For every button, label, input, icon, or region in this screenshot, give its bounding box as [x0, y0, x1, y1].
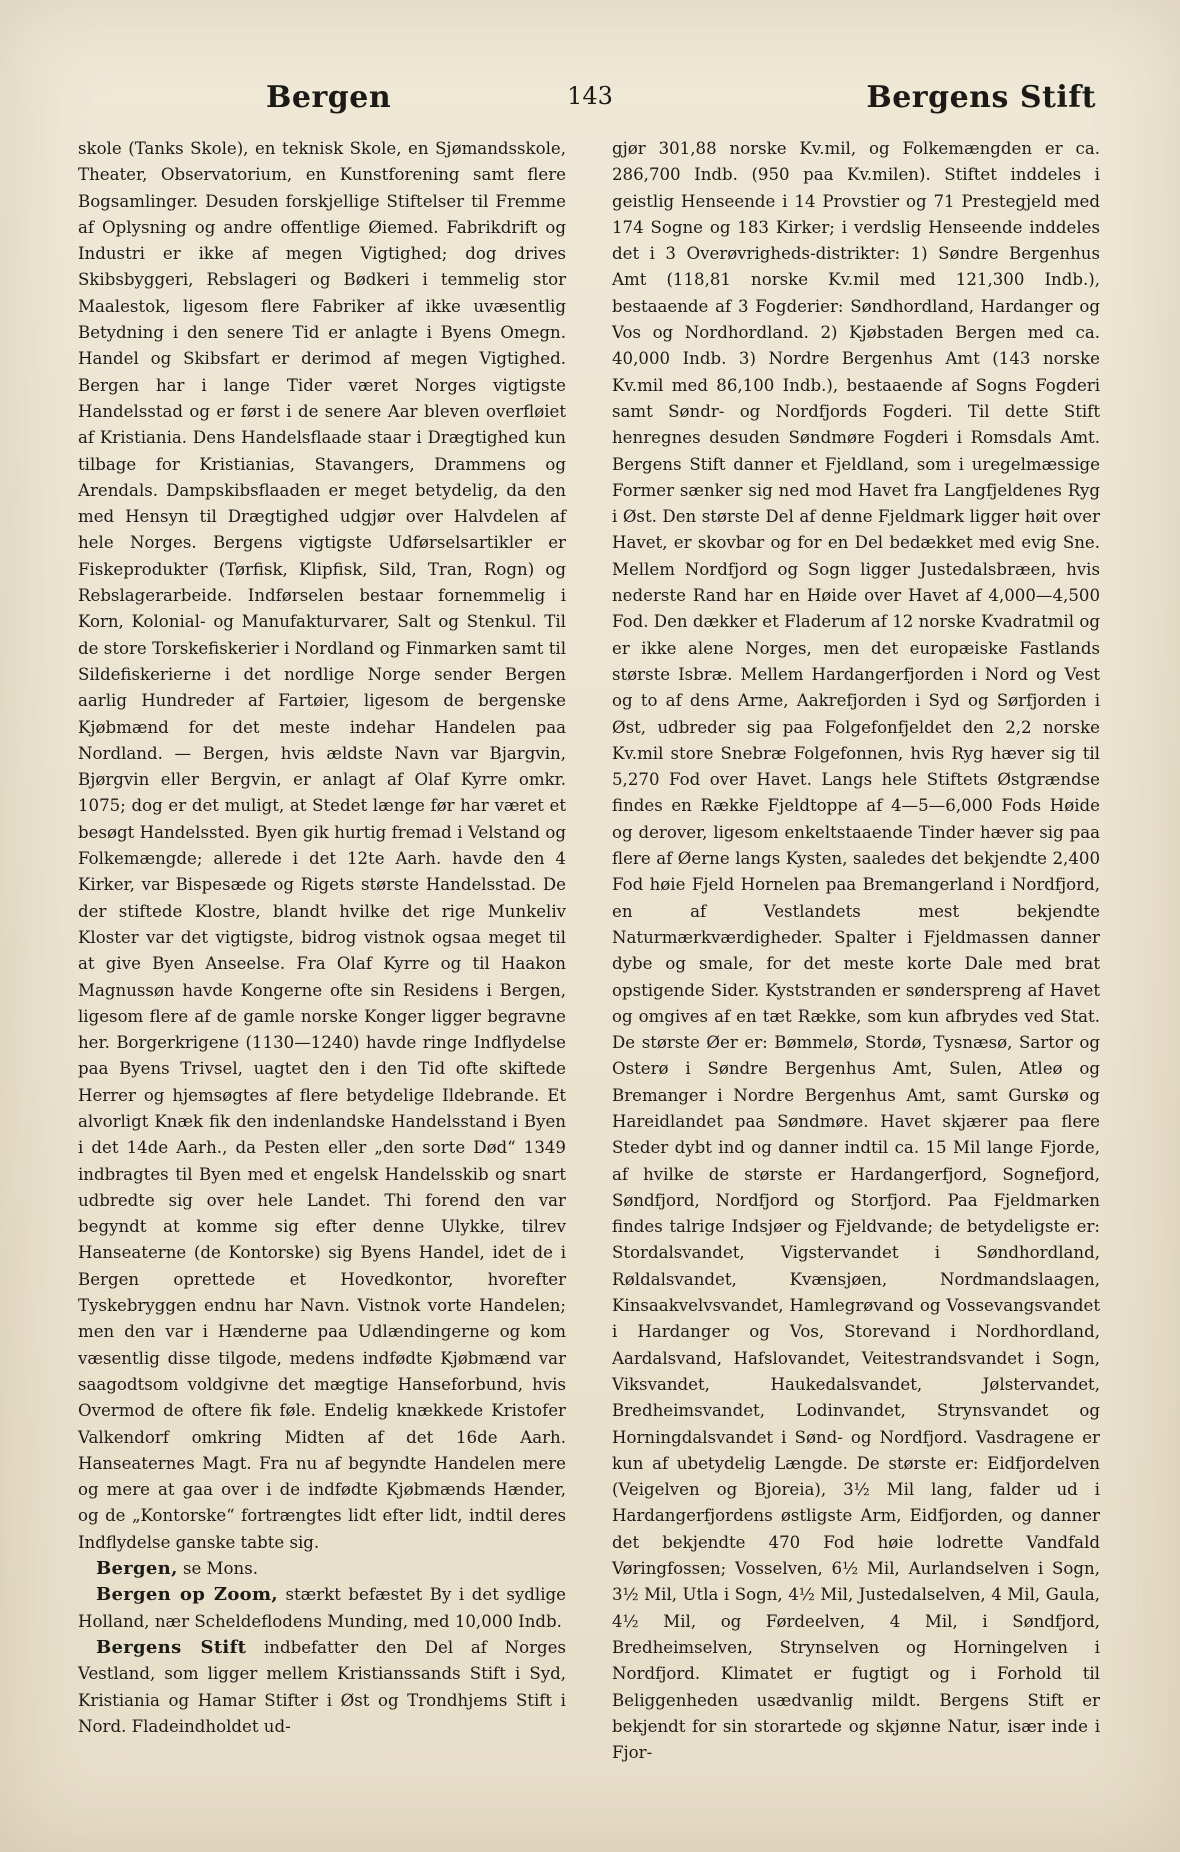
text-columns — [78, 136, 1100, 1766]
entry-bergen-op-zoom — [78, 1582, 566, 1635]
entry-text: se Mons. — [182, 1559, 259, 1579]
page-number: 143 — [567, 82, 613, 110]
header-left-title: Bergen — [266, 80, 392, 115]
entry-headword: Bergens Stift — [96, 1636, 247, 1658]
entry-headword: Bergen, — [96, 1558, 178, 1580]
entry-bergen-mons — [78, 1556, 566, 1582]
entry-headword: Bergen op Zoom, — [96, 1584, 278, 1606]
entry-text: indbefatter den Del af Norges Vestland, som ligger mellem Kristianssands Stift i Syd, Kristiania og Hamar Stifter i Øst og Trondhjems Stift i Nord. Fladeindholdet ud- — [78, 1637, 566, 1736]
right-column — [612, 136, 1100, 1766]
entry-bergens-stift — [78, 1635, 566, 1740]
left-column — [78, 136, 566, 1766]
bergens-stift-continuation: gjør 301,88 norske Kv.mil, og Folkemængden er ca. 286,700 Indb. (950 paa Kv.milen). Stiftet inddeles i geistlig Henseende i 14 Provstier og 71 Prestegjeld med 174 Sogne og 183 Kirker; i verdslig Henseende inddeles det i 3 Overøvrigheds-distrikter: 1) Søndre Bergenhus Amt (118,81 norske Kv.mil med 121,300 Indb.), bestaaende af 3 Fogderier: Søndhordland, Hardanger og Vos og Nordhordland. 2) Kjøbstaden Bergen med ca. 40,000 Indb. 3) Nordre Bergenhus Amt (143 norske Kv.mil med 86,100 Indb.), bestaaende af Sogns Fogderi samt Søndr- og Nordfjords Fogderi. Til dette Stift henregnes desuden Søndmøre Fogderi i Romsdals Amt. Bergens Stift danner et Fjeldland, som i uregelmæssige Former sænker sig ned mod Havet fra Langfjeldenes Ryg i Øst. Den største Del af denne Fjeldmark ligger høit over Havet, er skovbar og for en Del bedækket med evig Sne. Mellem Nordfjord og Sogn ligger Justedalsbræen, hvis nederste Rand har en Høide over Havet af 4,000—4,500 Fod. Den dækker et Fladerum af 12 norske Kvadratmil og er ikke alene Norges, men det europæiske Fastlands største Isbræ. Mellem Hardangerfjorden i Nord og Vest og to af dens Arme, Aakrefjorden i Syd og Sørfjorden i Øst, udbreder sig paa Folgefonfjeldet den 2,2 norske Kv.mil store Snebræ Folgefonnen, hvis Ryg hæver sig til 5,270 Fod over Havet. Langs hele Stiftets Østgrændse findes en Række Fjeldtoppe af 4—5—6,000 Fods Høide og derover, ligesom enkeltstaaende Tinder hæver sig paa flere af Øerne langs Kysten, saaledes det bekjendte 2,400 Fod høie Fjeld Hornelen paa Bremangerland i Nordfjord, en af Vestlandets mest bekjendte Naturmærkværdigheder. Spalter i Fjeldmassen danner dybe og smale, for det meste korte Dale med brat opstigende Sider. Kyststranden er sønderspreng af Havet og omgives af en tæt Række, som kun afbrydes ved Stat. De største Øer er: Bømmelø, Stordø, Tysnæsø, Sartor og Osterø i Søndre Bergenhus Amt, Sulen, Atleø og Bremanger i Nordre Bergenhus Amt, samt Gurskø og Hareidlandet paa Søndmøre. Havet skjærer paa flere Steder dybt ind og danner indtil ca. 15 Mil lange Fjorde, af hvilke de største er Hardangerfjord, Sognefjord, Søndfjord, Nordfjord og Storfjord. Paa Fjeldmarken findes talrige Indsjøer og Fjeldvande; de betydeligste er: Stordalsvandet, Vigstervandet i Søndhordland, Røldalsvandet, Kvænsjøen, Nordmandslaagen, Kinsaakvelvsvandet, Hamlegrøvand og Vossevangsvandet i Hardanger og Vos, Storevand i Nordhordland, Aardalsvand, Hafslovandet, Veitestrandsvandet i Sogn, Viksvandet, Haukedalsvandet, Jølstervandet, Bredheimsvandet, Lodinvandet, Strynsvandet og Horningdalsvandet i Sønd- og Nordfjord. Vasdragene er kun af ubetydelig Længde. De største er: Eidfjordelven (Veigelven og Bjoreia), 3½ Mil lang, falder ud i Hardangerfjordens østligste Arm, Eidfjorden, og danner det bekjendte 470 Fod høie lodrette Vandfald Vøringfossen; Vosselven, 6½ Mil, Aurlandselven i Sogn, 3½ Mil, Utla i Sogn, 4½ Mil, Justedalselven, 4 Mil, Gaula, 4½ Mil, og Førdeelven, 4 Mil, i Søndfjord, Bredheimselven, Strynselven og Horningelven i Nordfjord. Klimatet er fugtigt og i Forhold til Beliggenheden usædvanlig mildt. Bergens Stift er bekjendt for sin storartede og skjønne Natur, især inde i Fjor- — [612, 139, 1100, 1763]
running-header — [78, 80, 1102, 122]
entry-text: stærkt befæstet By i det sydlige Holland, nær Scheldeflodens Munding, med 10,000 Indb. — [78, 1585, 566, 1631]
bergen-entry-continuation: skole (Tanks Skole), en teknisk Skole, en Sjømandsskole, Theater, Observatorium, en Kunstforening samt flere Bogsamlinger. Desuden forskjellige Stiftelser til Fremme af Oplysning og andre offentlige Øiemed. Fabrikdrift og Industri er ikke af megen Vigtighed; dog drives Skibsbyggeri, Rebslageri og Bødkeri i temmelig stor Maalestok, ligesom flere Fabriker af ikke uvæsentlig Betydning i den senere Tid er anlagte i Byens Omegn. Handel og Skibsfart er derimod af megen Vigtighed. Bergen har i lange Tider været Norges vigtigste Handelsstad og er først i de senere Aar bleven overfløiet af Kristiania. Dens Handelsflaade staar i Drægtighed kun tilbage for Kristianias, Stavangers, Drammens og Arendals. Dampskibsflaaden er meget betydelig, da den med Hensyn til Drægtighed udgjør over Halvdelen af hele Norges. Bergens vigtigste Udførselsartikler er Fiskeprodukter (Tørfisk, Klipfisk, Sild, Tran, Rogn) og Rebslagerarbeide. Indførselen bestaar fornemmelig i Korn, Kolonial- og Manufakturvarer, Salt og Stenkul. Til de store Torskefiskerier i Nordland og Finmarken samt til Sildefiskerierne i det nordlige Norge sender Bergen aarlig Hundreder af Fartøier, ligesom de bergenske Kjøbmænd for det meste indehar Handelen paa Nordland. — Bergen, hvis ældste Navn var Bjargvin, Bjørgvin eller Bergvin, er anlagt af Olaf Kyrre omkr. 1075; dog er det muligt, at Stedet længe før har været et besøgt Handelssted. Byen gik hurtig fremad i Velstand og Folkemængde; allerede i det 12te Aarh. havde den 4 Kirker, var Bispesæde og Rigets største Handelsstad. De der stiftede Klostre, blandt hvilke det rige Munkeliv Kloster var det vigtigste, bidrog vistnok ogsaa meget til at give Byen Anseelse. Fra Olaf Kyrre og til Haakon Magnussøn havde Kongerne ofte sin Residens i Bergen, ligesom flere af de gamle norske Konger ligger begravne her. Borgerkrigene (1130—1240) havde ringe Indflydelse paa Byens Trivsel, uagtet den i den Tid ofte skiftede Herrer og hjemsøgtes af flere betydelige Ildebrande. Et alvorligt Knæk fik den indenlandske Handelsstand i Byen i det 14de Aarh., da Pesten eller „den sorte Død“ 1349 indbragtes til Byen med et engelsk Handelsskib og snart udbredte sig over hele Landet. Thi forend den var begyndt at komme sig efter denne Ulykke, tilrev Hanseaterne (de Kontorske) sig Byens Handel, idet de i Bergen oprettede et Hovedkontor, hvorefter Tyskebryggen endnu har Navn. Vistnok vorte Handelen; men den var i Hænderne paa Udlændingerne og kom væsentlig disse tilgode, medens indfødte Kjøbmænd var saagodtsom voldgivne det mægtige Hanseforbund, hvis Overmod de oftere fik føle. Endelig knækkede Kristofer Valkendorf omkring Midten af det 16de Aarh. Hanseaternes Magt. Fra nu af begyndte Handelen mere og mere at gaa over i de indfødte Kjøbmænds Hænder, og de „Kontorske“ fortrængtes lidt efter lidt, indtil deres Indflydelse ganske tabte sig. — [78, 139, 566, 1552]
header-right-title: Bergens Stift — [866, 80, 1096, 115]
